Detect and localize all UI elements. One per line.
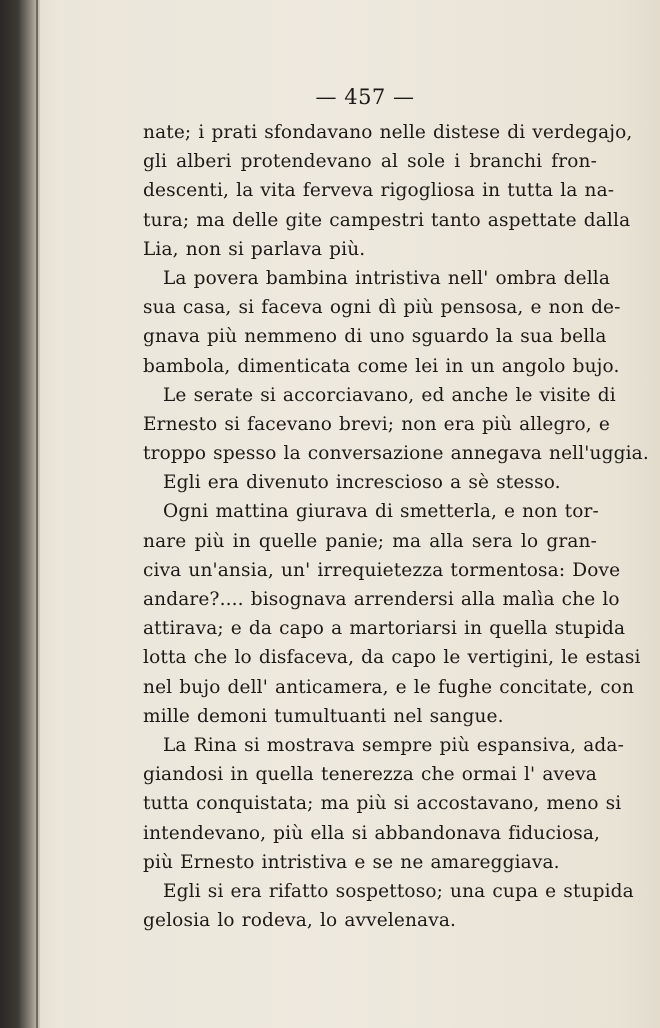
text-line: andare?.... bisognava arrendersi alla malìa che lo: [143, 589, 620, 610]
text-line: gli alberi protendevano al sole i branchi fron-: [143, 151, 597, 173]
text-line: attirava; e da capo a martoriarsi in quella stupida: [143, 618, 626, 640]
text-line: Ogni mattina giurava di smetterla, e non tor-: [163, 501, 599, 523]
text-line: più Ernesto intristiva e se ne amareggiava.: [143, 851, 560, 873]
text-line: Egli era divenuto increscioso a sè stesso.: [163, 472, 561, 494]
text-line: intendevano, più ella si abbandonava fiduciosa,: [143, 822, 601, 844]
text-line: descenti, la vita ferveva rigogliosa in tutta la na-: [143, 180, 615, 202]
text-line: nel bujo dell' anticamera, e le fughe concitate, con: [143, 676, 635, 698]
text-line: gnava più nemmeno di uno sguardo la sua bella: [143, 326, 607, 348]
body-text: [143, 118, 649, 935]
page-number: — 457 —: [315, 85, 415, 109]
text-line: Egli si era rifatto sospettoso; una cupa e stupida: [163, 880, 634, 902]
text-line: Le serate si accorciavano, ed anche le visite di: [163, 384, 616, 406]
text-line: nare più in quelle panie; ma alla sera lo gran-: [143, 530, 597, 552]
text-line: nate; i prati sfondavano nelle distese di verdegajo,: [143, 122, 633, 143]
text-line: gelosia lo rodeva, lo avvelenava.: [143, 910, 457, 932]
text-line: La povera bambina intristiva nell' ombra della: [163, 267, 611, 289]
text-line: La Rina si mostrava sempre più espansiva, ada-: [163, 734, 624, 756]
text-line: lotta che lo disfaceva, da capo le vertigini, le estasi: [143, 647, 641, 669]
text-line: sua casa, si faceva ogni dì più pensosa, e non de-: [143, 297, 621, 319]
text-line: Lia, non si parlava più.: [143, 238, 366, 260]
binding-edge: [36, 0, 38, 1028]
text-line: tutta conquistata; ma più si accostavano, meno si: [143, 793, 622, 815]
text-line: bambola, dimenticata come lei in un angolo bujo.: [143, 355, 620, 377]
text-line: Ernesto si facevano brevi; non era più allegro, e: [143, 413, 610, 435]
binding-gutter: [0, 0, 40, 1028]
text-line: giandosi in quella tenerezza che ormai l' aveva: [143, 764, 597, 786]
text-line: mille demoni tumultuanti nel sangue.: [143, 705, 504, 727]
text-line: tura; ma delle gite campestri tanto aspettate dalla: [143, 209, 631, 231]
text-line: civa un'ansia, un' irrequietezza tormentosa: Dove: [143, 559, 621, 581]
text-line: troppo spesso la conversazione annegava nell'uggia.: [143, 443, 649, 465]
